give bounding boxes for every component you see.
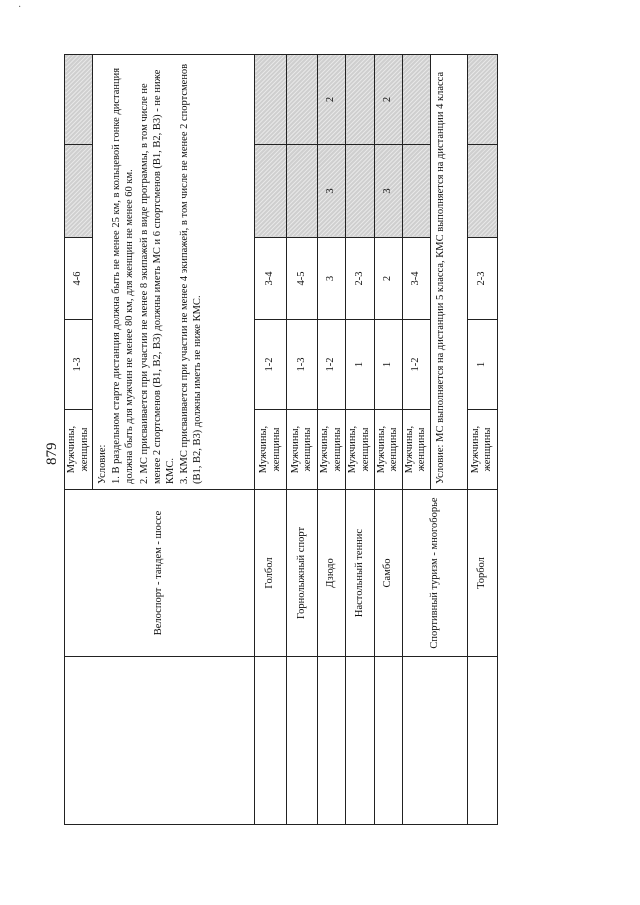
condition-cell: Условие: МС выполняется на дистанции 5 класса, КМС выполняется на дистанции 4 класса [430,55,467,490]
shaded-rank-cell: 2 [318,55,346,145]
condition-title: Условие: [97,444,109,484]
gender-cell: Мужчины, женщины [255,410,287,490]
sport-cell: Самбо [374,490,402,657]
gender-cell: Мужчины, женщины [346,410,374,490]
rank-cell: 1 [467,320,497,410]
rank-cell: 1-2 [255,320,287,410]
sport-cell: Горнолыжный спорт [287,490,318,657]
table-row-tennis [346,55,374,825]
rank-cell: 1-2 [318,320,346,410]
shaded-rank-cell [346,55,374,145]
shaded-rank-cell [65,55,93,145]
scan-mark: · [18,2,22,13]
rank-cell: 2 [374,238,402,320]
table-row-dzyudo [318,55,346,825]
sport-ranks-table [64,54,498,825]
table-row-golbol [255,55,287,825]
table-row-sambo [374,55,402,825]
sport-cell: Велоспорт - тандем - шоссе [65,490,255,657]
shaded-rank-cell [402,55,430,145]
empty-cell [255,657,287,825]
sport-cell: Голбол [255,490,287,657]
rank-cell: 3 [318,238,346,320]
gender-cell: Мужчины, женщины [467,410,497,490]
condition-cell [93,55,255,490]
rank-cell: 3-4 [402,238,430,320]
empty-cell [65,657,255,825]
rank-cell: 1 [374,320,402,410]
table-row-gorno [287,55,318,825]
table-row-velo [65,55,93,825]
empty-cell [318,657,346,825]
rank-cell: 1-2 [402,320,430,410]
sport-cell: Настольный теннис [346,490,374,657]
rank-cell: 2-3 [467,238,497,320]
empty-cell [287,657,318,825]
page-number: 879 [44,442,60,465]
shaded-rank-cell [255,145,287,238]
rank-cell: 1-3 [287,320,318,410]
rank-cell: 4-6 [65,238,93,320]
gender-cell: Мужчины, женщины [402,410,430,490]
empty-cell [467,657,497,825]
sport-cell: Дзюдо [318,490,346,657]
shaded-rank-cell: 3 [318,145,346,238]
rank-cell: 4-5 [287,238,318,320]
shaded-rank-cell: 3 [374,145,402,238]
shaded-rank-cell [346,145,374,238]
table-row-torbol [467,55,497,825]
shaded-rank-cell: 2 [374,55,402,145]
shaded-rank-cell [65,145,93,238]
condition-item: 3. КМС присваивается при участии не менее 4 экипажей, в том числе не менее 2 спортсменов (В1, В2, В3) должны иметь не ниже КМС. [178,63,204,484]
gender-cell: Мужчины, женщины [318,410,346,490]
rank-cell: 1 [346,320,374,410]
gender-cell: Мужчины, женщины [287,410,318,490]
shaded-rank-cell [467,55,497,145]
sport-cell: Спортивный туризм - многоборье [402,490,467,657]
shaded-rank-cell [467,145,497,238]
gender-cell: Мужчины, женщины [374,410,402,490]
rank-cell: 3-4 [255,238,287,320]
shaded-rank-cell [287,145,318,238]
shaded-rank-cell [287,55,318,145]
shaded-rank-cell [402,145,430,238]
condition-item: 2. МС присваивается при участии не менее 8 экипажей в виде программы, в том числе не менее 2 спортсменов (В1, В2, В3) должны иметь МС и 6 спортсменов (В1, В2, В3) - не ниже КМС. [138,69,176,484]
condition-item: 1. В раздельном старте дистанция должна быть не менее 25 км, в кольцевой гонке дистанция должна быть для мужчин не менее 80 км, для женщин не менее 60 км. [111,67,136,484]
sport-cell: Торбол [467,490,497,657]
rank-cell: 1-3 [65,320,93,410]
table-row-turizm [402,55,430,825]
shaded-rank-cell [255,55,287,145]
rank-cell: 2-3 [346,238,374,320]
empty-cell [374,657,402,825]
gender-cell: Мужчины, женщины [65,410,93,490]
empty-cell [346,657,374,825]
empty-cell [402,657,467,825]
